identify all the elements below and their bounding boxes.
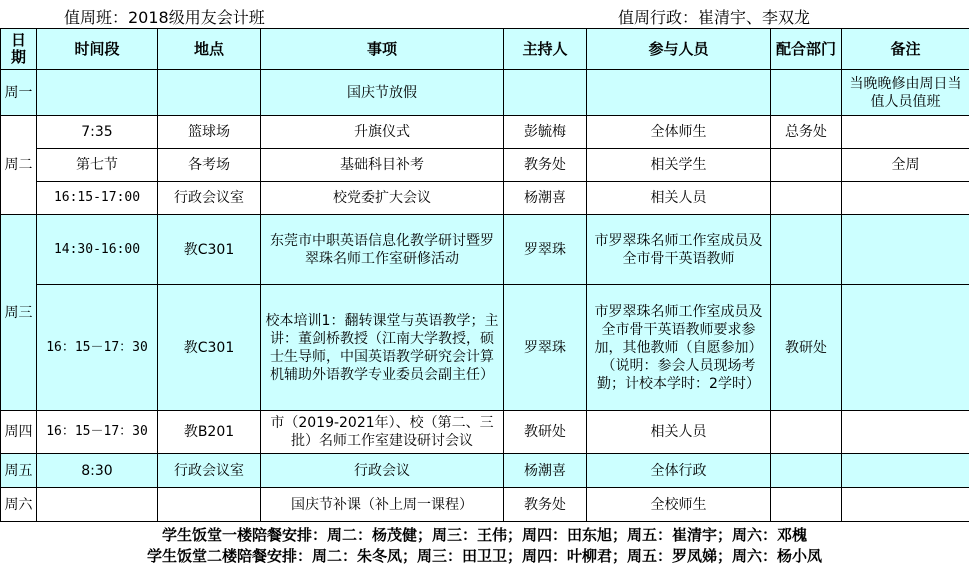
col-dept: 配合部门: [771, 29, 842, 70]
host-cell: 教务处: [504, 149, 587, 182]
time-cell: 14:30-16:00: [37, 215, 158, 285]
participants-cell: 相关学生: [587, 149, 771, 182]
host-cell: 罗翠珠: [504, 285, 587, 411]
dept-cell: [771, 411, 842, 454]
note-cell: 当晚晚修由周日当值人员值班: [842, 70, 969, 116]
admin-on-duty: 值周行政：崔清宇、李双龙: [618, 8, 811, 27]
note-cell: [842, 411, 969, 454]
dept-cell: [771, 149, 842, 182]
header: [0, 0, 969, 28]
participants-cell: 全体师生: [587, 116, 771, 149]
place-cell: 教C301: [158, 215, 261, 285]
col-place: 地点: [158, 29, 261, 70]
place-cell: 教B201: [158, 411, 261, 454]
participants-cell: 市罗翠珠名师工作室成员及全市骨干英语教师: [587, 215, 771, 285]
dept-cell: [771, 182, 842, 215]
participants-cell: 全体行政: [587, 454, 771, 488]
col-item: 事项: [261, 29, 504, 70]
item-cell: 市（2019-2021年）、校（第二、三批）名师工作室建设研讨会议: [261, 411, 504, 454]
item-cell: 行政会议: [261, 454, 504, 488]
table-row: [1, 411, 969, 454]
header-row: [1, 29, 969, 70]
day-label: 周五: [1, 454, 37, 488]
item-cell: 国庆节放假: [261, 70, 504, 116]
host-cell: 罗翠珠: [504, 215, 587, 285]
table-row: [1, 182, 969, 215]
host-cell: 教务处: [504, 488, 587, 522]
place-cell: 各考场: [158, 149, 261, 182]
place-cell: [158, 488, 261, 522]
day-label: 周一: [1, 70, 37, 116]
dept-cell: [771, 454, 842, 488]
table-row: [1, 215, 969, 285]
dept-cell: 教研处: [771, 285, 842, 411]
time-cell: 16:15-17:00: [37, 182, 158, 215]
place-cell: 教C301: [158, 285, 261, 411]
item-cell: 校党委扩大会议: [261, 182, 504, 215]
col-note: 备注: [842, 29, 969, 70]
note-cell: [842, 285, 969, 411]
col-time: 时间段: [37, 29, 158, 70]
time-cell: 16：15－17：30: [37, 285, 158, 411]
note-cell: 全周: [842, 149, 969, 182]
dept-cell: 总务处: [771, 116, 842, 149]
col-participants: 参与人员: [587, 29, 771, 70]
host-cell: 彭毓梅: [504, 116, 587, 149]
day-label: 周二: [1, 116, 37, 215]
col-date: 日期: [1, 29, 37, 70]
host-cell: 杨潮喜: [504, 182, 587, 215]
item-cell: 校本培训1：翻转课堂与英语教学；主讲：董剑桥教授（江南大学教授，硕士生导师，中国英语教学研究会计算机辅助外语教学专业委员会副主任）: [261, 285, 504, 411]
table-row: [1, 70, 969, 116]
day-label: 周三: [1, 215, 37, 411]
table-row: [1, 149, 969, 182]
day-label: 周四: [1, 411, 37, 454]
item-cell: 东莞市中职英语信息化教学研讨暨罗翠珠名师工作室研修活动: [261, 215, 504, 285]
dept-cell: [771, 488, 842, 522]
canteen-floor2-schedule: 学生饭堂二楼陪餐安排：周二：朱冬凤；周三：田卫卫；周四：叶柳君；周五：罗凤娣；周六：杨小凤: [146, 547, 822, 565]
table-row: [1, 285, 969, 411]
note-cell: [842, 182, 969, 215]
host-cell: 教研处: [504, 411, 587, 454]
time-cell: 7:35: [37, 116, 158, 149]
place-cell: 行政会议室: [158, 454, 261, 488]
time-cell: 8:30: [37, 454, 158, 488]
note-cell: [842, 215, 969, 285]
class-on-duty: 值周班：2018级用友会计班: [64, 8, 265, 27]
canteen-floor1-schedule: 学生饭堂一楼陪餐安排：周二：杨茂健；周三：王伟；周四：田东旭；周五：崔清宇；周六：邓槐: [161, 526, 807, 544]
note-cell: [842, 116, 969, 149]
host-cell: 杨潮喜: [504, 454, 587, 488]
time-cell: 16：15－17：30: [37, 411, 158, 454]
item-cell: 国庆节补课（补上周一课程）: [261, 488, 504, 522]
footer: [0, 525, 969, 567]
dept-cell: [771, 215, 842, 285]
note-cell: [842, 488, 969, 522]
day-label: 周六: [1, 488, 37, 522]
participants-cell: 全校师生: [587, 488, 771, 522]
schedule-table: [0, 28, 969, 522]
participants-cell: 相关人员: [587, 411, 771, 454]
note-cell: [842, 454, 969, 488]
table-row: [1, 454, 969, 488]
place-cell: 篮球场: [158, 116, 261, 149]
participants-cell: 市罗翠珠名师工作室成员及全市骨干英语教师要求参加，其他教师（自愿参加）（说明：参会人员现场考勤；计校本学时：2学时）: [587, 285, 771, 411]
col-host: 主持人: [504, 29, 587, 70]
time-cell: [37, 488, 158, 522]
item-cell: 基础科目补考: [261, 149, 504, 182]
place-cell: 行政会议室: [158, 182, 261, 215]
table-row: [1, 116, 969, 149]
participants-cell: 相关人员: [587, 182, 771, 215]
item-cell: 升旗仪式: [261, 116, 504, 149]
table-row: [1, 488, 969, 522]
time-cell: 第七节: [37, 149, 158, 182]
